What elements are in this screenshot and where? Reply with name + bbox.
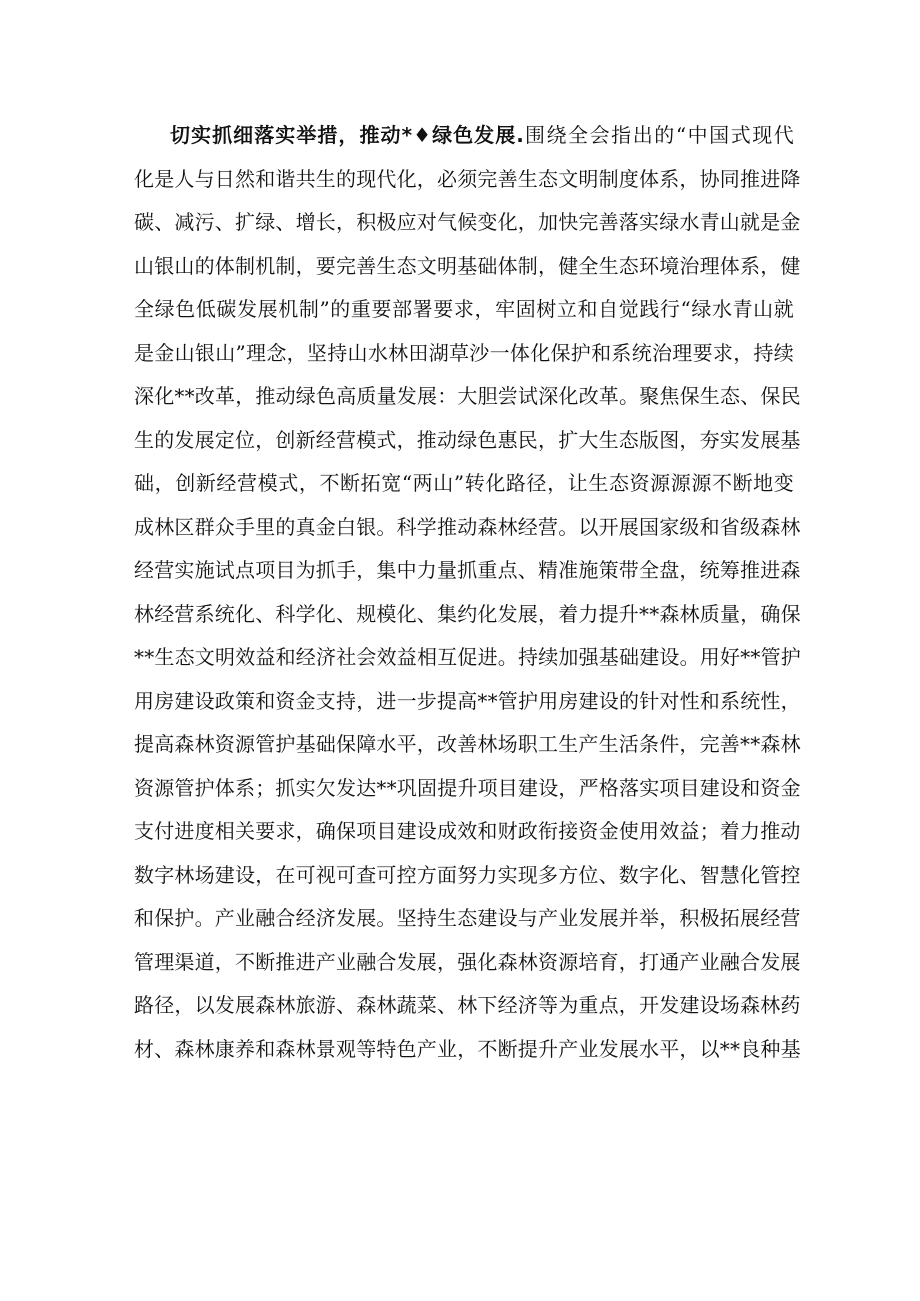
first-line-text: 围绕全会指出的“中国式现代 xyxy=(523,123,795,147)
text-line: 管理渠道，不断推进产业融合发展，强化森林资源培育，打通产业融合发展 xyxy=(134,949,801,974)
text-line: 资源管护体系；抓实欠发达**巩固提升项目建设，严格落实项目建设和资金 xyxy=(134,775,801,800)
text-line: 化是人与日然和谐共生的现代化，必须完善生态文明制度体系，协同推进降 xyxy=(134,166,801,191)
text-line: 和保护。产业融合经济发展。坚持生态建设与产业发展并举，积极拓展经营 xyxy=(134,906,801,930)
text-line: 深化**改革，推动绿色高质量发展：大胆尝试深化改革。聚焦保生态、保民 xyxy=(134,384,801,408)
text-line: 碳、减污、扩绿、增长，积极应对气候变化，加快完善落实绿水青山就是金 xyxy=(134,210,801,234)
text-line: 路径，以发展森林旅游、森林蔬菜、林下经济等为重点，开发建设场森林药 xyxy=(134,993,801,1017)
text-line: 成林区群众手里的真金白银。科学推动森林经营。以开展国家级和省级森林 xyxy=(134,514,801,539)
text-line: 提高森林资源管护基础保障水平，改善林场职工生产生活条件，完善**森林 xyxy=(134,732,801,756)
section-heading: 切实抓细落实举措，推动*♦绿色发展. xyxy=(170,123,524,147)
text-line: 林经营系统化、科学化、规模化、集约化发展，着力提升**森林质量，确保 xyxy=(134,601,801,626)
text-line: **生态文明效益和经济社会效益相互促进。持续加强基础建设。用好**管护 xyxy=(134,645,801,669)
text-line: 全绿色低碳发展机制”的重要部署要求，牢固树立和自觉践行“绿水青山就 xyxy=(134,297,794,321)
text-line: 是金山银山”理念，坚持山水林田湖草沙一体化保护和系统治理要求，持续 xyxy=(134,340,794,365)
text-line: 用房建设政策和资金支持，进一步提高**管护用房建设的针对性和系统性， xyxy=(134,688,801,713)
text-line: 础，创新经营模式，不断拓宽“两山”转化路径，让生态资源源源不断地变 xyxy=(134,471,794,495)
text-line: 生的发展定位，创新经营模式，推动绿色惠民，扩大生态版图，夯实发展基 xyxy=(134,427,801,452)
paragraph-first-line xyxy=(134,114,794,158)
text-line: 山银山的体制机制，要完善生态文明基础体制，健全生态环境治理体系，健 xyxy=(134,253,801,278)
text-line: 经营实施试点项目为抓手，集中力量抓重点、精准施策带全盘，统筹推进森 xyxy=(134,558,801,582)
body-paragraph xyxy=(134,114,801,1071)
text-line: 材、森林康养和森林景观等特色产业，不断提升产业发展水平，以**良种基 xyxy=(134,1036,801,1061)
text-line: 数字林场建设，在可视可查可控方面努力实现多方位、数字化、智慧化管控 xyxy=(134,862,801,887)
text-line: 支付进度相关要求，确保项目建设成效和财政衔接资金使用效益；着力推动 xyxy=(134,819,801,843)
